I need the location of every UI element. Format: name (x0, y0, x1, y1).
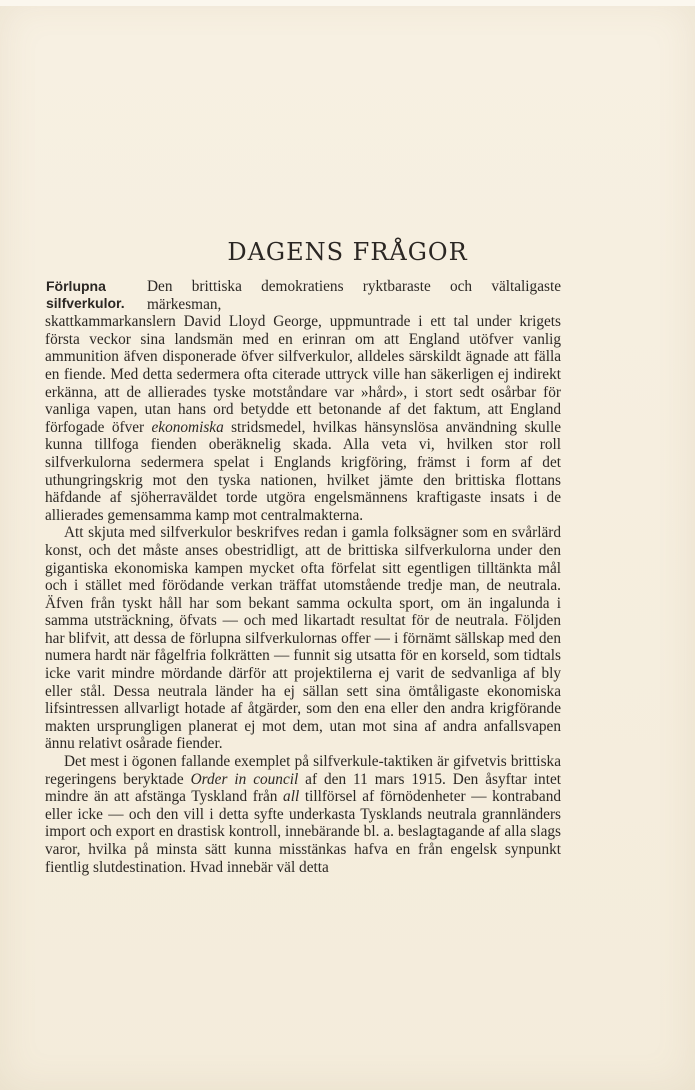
paragraph-lead: Den brittiska demokratiens ryktbaraste och vältaligaste märkesman, (147, 278, 561, 313)
emphasis-text: ekonomiska (151, 418, 224, 436)
page-top-edge (0, 0, 695, 6)
paragraph-text: skattkammarkanslern David Lloyd George, uppmuntrade i ett tal under krigets första veckor sina landsmän med en erinran om att England utöfver vanlig ammunition äfven disponerade öfver silfverkulor, alldeles särskildt ägnade att fälla en fiende. Med detta sedermera ofta citerade uttryck ville han säkerligen ej indirekt erkänna, att de allierades tyske motståndare var »hård», i stort sedt osårbar för vanliga vapen, utan hans ord betydde ett betonande af det faktum, att England förfogade öfver (45, 313, 561, 436)
margin-note-line-1: Förlupna (46, 278, 106, 294)
paragraph-text: Det mest i ögonen fallande exemplet på silfverkule-taktiken är gifvetvis brittiska regeringens beryktade (45, 753, 561, 788)
paragraph-text: stridsmedel, hvilkas hänsynslösa användning skulle kunna tillfoga fienden oberäknelig skada. Alla veta vi, hvilken stor roll silfverkulorna sedermera spelat i Englands krigföring, främst i form af det uthungringskrig mot den tyska nationen, hvilket jämte den brittiska flottans häfdande af sjöherraväldet torde utgöra engelsmännens kraftigaste insats i de allierades gemensamma kamp mot centralmakterna. (45, 418, 561, 524)
emphasis-text: Order in council (190, 770, 299, 788)
article-body (45, 278, 561, 876)
page-title: DAGENS FRÅGOR (227, 238, 468, 266)
emphasis-text: all (283, 788, 300, 806)
margin-note-line-2: silfverkulor. (46, 295, 125, 311)
paragraph-3 (45, 753, 561, 876)
paragraph-text: af den 11 mars 1915. Den åsyftar intet mindre än att afstänga Tyskland från (45, 770, 561, 806)
paragraph-2: Att skjuta med silfverkulor beskrifves redan i gamla folksägner som en svårlärd konst, och det måste anses obestridligt, att de brittiska silfverkulorna under den gigantiska ekonomiska kampen mycket ofta förfelat sitt egentligen tilltänkta mål och i stället med förödande verkan träffat utomstående tredje man, de neutrala. Äfven från tyskt håll har som bekant samma ockulta sport, om än ingalunda i samma utsträckning, öfvats — och med likartadt resultat för de neutrala. Följden har blifvit, att dessa de förlupna silfverkulornas offer — i förnämt sällskap med den numera hardt när fågelfria folkrätten — funnit sig utsatta för en korseld, som tidtals icke varit mindre mördande därför att projektilerna ej varit de sedvanliga af bly eller stål. Dessa neutrala länder ha ej sällan sett sina ömtåligaste ekonomiska lifsintressen allvarligt hotade af åtgärder, som den ena eller den andra krigförande makten ursprungligen planerat ej mot dem, utan mot sina af andra anfallsvapen ännu relativt osårade fiender. (45, 524, 561, 753)
paragraph-text: tillförsel af förnödenheter — kontraband eller icke — och den vill i detta syfte underkasta Tysklands neutrala grannländers import och export en drastisk kontroll, innebärande bl. a. beslagtagande af alla slags varor, hvilka på minsta sätt kunna misstänkas hafva en från engelsk synpunkt fientlig slutdestination. Hvad innebär väl detta (45, 788, 561, 876)
paragraph-1 (45, 278, 561, 524)
